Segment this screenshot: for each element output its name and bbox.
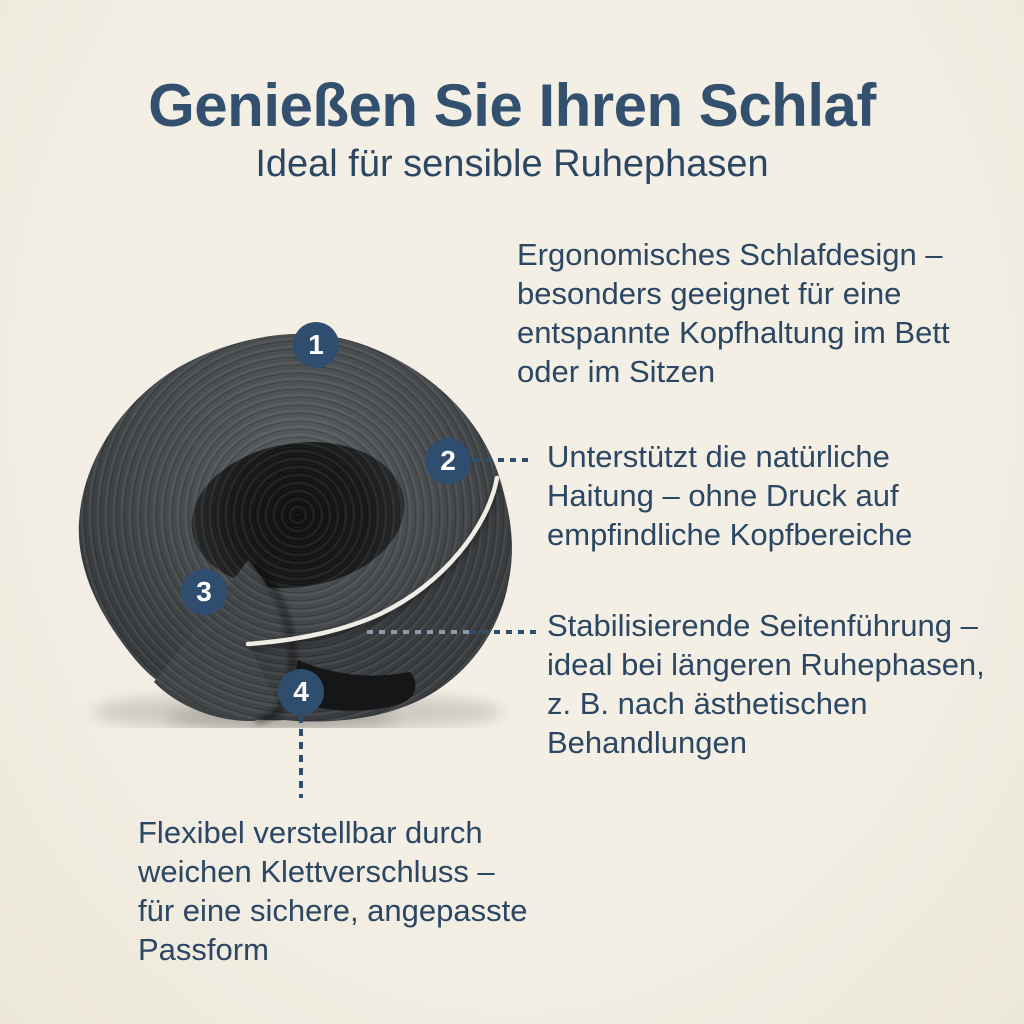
feature-badge-1: 1 bbox=[293, 322, 339, 368]
feature-text-3-line-2: ideal bei längeren Ruhephasen, bbox=[547, 647, 985, 682]
feature-text-1-line-2: besonders geeignet für eine bbox=[517, 276, 902, 311]
feature-badge-3: 3 bbox=[181, 569, 227, 615]
feature-text-1 bbox=[517, 235, 950, 391]
feature-text-4-line-2: weichen Klettverschluss – bbox=[138, 854, 495, 889]
connector-line-feature-2 bbox=[474, 458, 532, 462]
feature-badge-4: 4 bbox=[278, 669, 324, 715]
feature-text-4 bbox=[138, 813, 527, 969]
feature-text-4-line-4: Passform bbox=[138, 932, 269, 967]
feature-text-3-line-4: Behandlungen bbox=[547, 725, 747, 760]
feature-text-2-line-3: empfindliche Kopfbereiche bbox=[547, 517, 913, 552]
feature-text-1-line-4: oder im Sitzen bbox=[517, 354, 716, 389]
feature-text-2-line-2: Haitung – ohne Druck auf bbox=[547, 478, 899, 513]
feature-badge-2: 2 bbox=[425, 438, 471, 484]
feature-text-3-line-1: Stabilisierende Seitenführung – bbox=[547, 608, 978, 643]
feature-text-3-line-3: z. B. nach ästhetischen bbox=[547, 686, 868, 721]
feature-text-1-line-1: Ergonomisches Schlafdesign – bbox=[517, 237, 943, 272]
connector-line-feature-3 bbox=[470, 630, 537, 634]
connector-line-feature-4 bbox=[299, 716, 303, 798]
feature-text-4-line-1: Flexibel verstellbar durch bbox=[138, 815, 483, 850]
feature-text-1-line-3: entspannte Kopfhaltung im Bett bbox=[517, 315, 950, 350]
connector-line-feature-3-over-pillow bbox=[367, 630, 470, 634]
feature-text-2-line-1: Unterstützt die natürliche bbox=[547, 439, 890, 474]
feature-text-3 bbox=[547, 606, 985, 762]
page-subtitle: Ideal für sensible Ruhephasen bbox=[255, 143, 769, 185]
neck-pillow-image bbox=[58, 322, 524, 728]
feature-text-2 bbox=[547, 437, 912, 554]
feature-text-4-line-3: für eine sichere, angepasste bbox=[138, 893, 528, 928]
page-title: Genießen Sie Ihren Schlaf bbox=[148, 72, 876, 139]
